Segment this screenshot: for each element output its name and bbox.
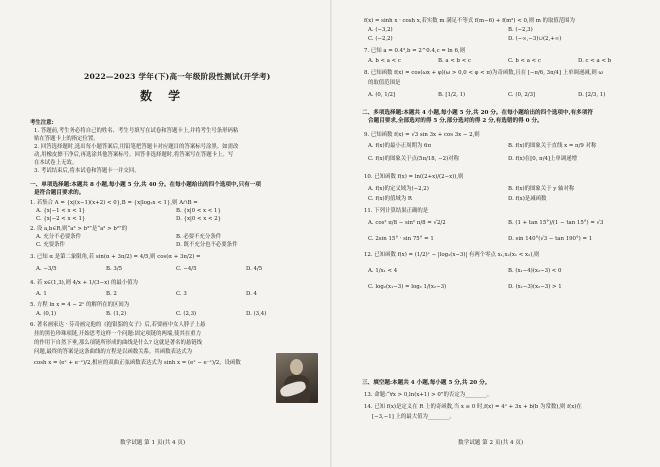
question-2-option-a: A. 充分不必要条件 xyxy=(36,234,82,240)
question-4-stem: 4. 若 x∈(1,3),则 4/x + 1/(3−x) 的最小值为 xyxy=(30,280,138,286)
question-11-stem: 11. 下列计算结果正确的是 xyxy=(364,208,429,214)
question-10-option-a: A. f(x)的定义域为(−2,2) xyxy=(368,186,429,192)
question-6-line: 的作用下自然下垂,那么项链所形成的曲线是什么? 这就是著名的悬链线 xyxy=(34,340,203,346)
question-2-stem: 2. 设 a,b∈R,则“a³ > b³”是“a² > b²”的 xyxy=(30,226,128,232)
question-8-option-a: A. (0, 1/2] xyxy=(368,92,396,98)
question-9-option-b: B. f(x)的图象关于直线 x = π/9 对称 xyxy=(508,143,597,149)
question-6-line: 挂的黑色珍珠项链,开始思考这样一个问题:固定项链的两端,使其在重力 xyxy=(34,331,201,337)
question-3-option-b: B. 3/5 xyxy=(106,266,123,272)
question-3-stem: 3. 已知 α 是第二象限角,若 sin(α + 3π/2) = 4/5,则 cos(α + 3π/2) = xyxy=(30,254,201,260)
question-6-line: cosh x = (eˣ + e⁻ˣ)/2,相应的双曲正弦函数表达式为 sinh x = (eˣ − e⁻ˣ)/2。设函数 xyxy=(34,360,241,366)
question-4-option-b: B. 2 xyxy=(106,291,117,297)
notice-heading: 考生注意: xyxy=(30,120,54,126)
question-7-option-a: A. b < a < c xyxy=(368,58,401,64)
question-4-option-d: D. 4 xyxy=(246,291,257,297)
question-4-option-c: C. 3 xyxy=(176,291,187,297)
question-6-line: 6. 著名画家达 · 芬奇画完他的《抱银貂的女子》后,若要画中女人脖子上悬 xyxy=(30,322,206,328)
lady-with-ermine-image xyxy=(276,353,318,403)
question-9-stem: 9. 已知函数 f(x) = √3 sin 3x + cos 3x − 2,则 xyxy=(364,132,480,138)
notice-line: 1. 答题前,考生务必将自己的姓名、考生号填写在试卷和答题卡上,并将考生号条形码粘 xyxy=(34,128,239,134)
question-5-option-d: D. (3,4) xyxy=(246,311,267,317)
question-14-line: [−3,−1] 上的最大值为________。 xyxy=(372,414,455,420)
question-5-option-c: C. (2,3) xyxy=(176,311,197,317)
question-12-option-b: B. (x₁−4)(x₂−3) < 0 xyxy=(508,268,562,274)
question-11-option-a: A. cos² π/8 − sin² π/8 = √2/2 xyxy=(368,220,446,226)
question-2-option-c: C. 充要条件 xyxy=(36,242,65,248)
question-10-option-b: B. f(x)的图象关于 y 轴对称 xyxy=(508,186,575,192)
question-13: 13. 命题:“∀x > 0,ln(x+1) > 0”的否定为________。 xyxy=(364,392,493,398)
question-8-stem: 8. 已知函数 f(x) = cos(ωx + φ)(ω > 0,0 < φ < π)为奇函数,且在 [−π/6, 3π/4] 上单调递减,则 ω xyxy=(364,70,603,76)
question-10-stem: 10. 已知函数 f(x) = ln((2+x)/(2−x)),则 xyxy=(364,174,464,180)
question-1-option-b: B. {x|0 < x < 1} xyxy=(176,208,221,214)
question-6-option-c: C. (−2,2) xyxy=(368,36,393,42)
notice-line: 动,用橡皮擦干净后,再选涂其他答案标号。回答非选择题时,将答案写在答题卡上。写 xyxy=(34,152,234,158)
subject-title: 数 学 xyxy=(140,89,187,103)
notice-line: 2. 回答选择题时,选出每小题答案后,用铅笔把答题卡对应题目的答案标号涂黑。如需改 xyxy=(34,144,239,150)
question-2-option-d: D. 既不充分也不必要条件 xyxy=(176,242,238,248)
page-2-footer: 数学试题 第 2 页(共 4 页) xyxy=(458,440,524,446)
question-12-option-a: A. 1/x₁ < 4 xyxy=(368,268,398,274)
question-7-option-d: D. c < a < b xyxy=(578,58,612,64)
page-1-footer: 数学试题 第 1 页(共 4 页) xyxy=(120,440,186,446)
question-8-option-d: D. [2/3, 1) xyxy=(578,92,606,98)
exam-page-2 xyxy=(332,0,660,467)
question-7-option-b: B. a < b < c xyxy=(438,58,471,64)
question-3-option-c: C. −4/5 xyxy=(176,266,197,272)
question-7-option-c: C. b < a < c xyxy=(508,58,541,64)
question-14-line: 14. 已知 f(x)是定义在 R 上的奇函数,当 x ≥ 0 时,f(x) = 4ˣ + 3x + b(b 为常数),则 f(x)在 xyxy=(364,404,582,410)
section-2-heading: 二、多项选择题:本题共 4 小题,每小题 5 分,共 20 分。在每小题给出的四个选项中,有多项符 xyxy=(362,110,593,116)
question-9-option-c: C. f(x)的图象关于点(5π/18, −2)对称 xyxy=(368,156,459,162)
section-1-heading: 一、单项选择题:本题共 8 小题,每小题 5 分,共 40 分。在每小题给出的四个选项中,只有一项 xyxy=(30,182,261,188)
question-10-option-c: C. f(x)的值域为 R xyxy=(368,196,412,202)
question-9-option-a: A. f(x)的最小正周期为 6π xyxy=(368,143,431,149)
section-1-heading-cont: 是符合题目要求的。 xyxy=(34,190,85,196)
question-6-option-d: D. (−∞,−3)∪(2,+∞) xyxy=(508,36,562,42)
section-3-heading: 三、填空题:本题共 4 小题,每小题 5 分,共 20 分。 xyxy=(362,380,491,386)
notice-line: 在本试卷上无效。 xyxy=(34,160,78,166)
question-8-option-b: B. [1/2, 1) xyxy=(438,92,466,98)
question-9-option-d: D. f(x)在[0, π/4]上单调递增 xyxy=(508,156,577,162)
question-6-stem-cont: f(x) = sinh x · cosh x,若实数 m 满足不等式 f(m−6) + f(m²) < 0,则 m 的取值范围为 xyxy=(364,18,575,24)
question-12-option-c: C. log₂(x₁−3) = log₂ 1/(x₂−3) xyxy=(368,284,447,290)
question-3-option-d: D. 4/5 xyxy=(246,266,263,272)
question-1-option-d: D. {x|0 < x < 2} xyxy=(176,216,222,222)
question-7-stem: 7. 已知 a = 0.4³,b = 2^0.4,c = ln 6,则 xyxy=(364,48,465,54)
question-6-line: 问题,最终的答案是这条曲线的方程是以函数关系。其函数表达式为 xyxy=(34,349,193,355)
question-12-option-d: D. (x₁−3)(x₂−3) > 1 xyxy=(508,284,562,290)
question-1-stem: 1. 若集合 A = {x|(x−1)(x+2) < 0},B = {x|log₂x < 1},则 A∩B = xyxy=(30,200,198,206)
question-1-option-a: A. {x|−1 < x < 1} xyxy=(36,208,86,214)
notice-line: 3. 考试结束后,将本试卷和答题卡一并交回。 xyxy=(34,168,140,174)
question-6-option-a: A. (−3,2) xyxy=(368,27,393,33)
question-8-stem-cont: 的取值范围是 xyxy=(368,80,401,86)
question-8-option-c: C. (0, 2/3] xyxy=(508,92,536,98)
exam-title: 2022—2023 学年(下)高一年级阶段性测试(开学考) xyxy=(84,72,271,81)
question-3-option-a: A. −3/5 xyxy=(36,266,57,272)
question-11-option-b: B. (1 + tan 15°)/(1 − tan 15°) = √3 xyxy=(508,220,604,226)
question-10-option-d: D. f(x)是减函数 xyxy=(508,196,547,202)
question-4-option-a: A. 1 xyxy=(36,291,47,297)
question-1-option-c: C. {x|−2 < x < 1} xyxy=(36,216,86,222)
notice-line: 贴在答题卡上的指定位置。 xyxy=(34,136,99,142)
question-11-option-c: C. 2sin 15° · sin 75° = 1 xyxy=(368,236,434,242)
question-5-option-a: A. (0,1) xyxy=(36,311,57,317)
question-6-option-b: B. (−2,3) xyxy=(508,27,533,33)
section-2-heading-cont: 合题目要求,全部选对的得 5 分,部分选对的得 2 分,有选错的得 0 分。 xyxy=(368,118,543,124)
question-2-option-b: B. 必要不充分条件 xyxy=(176,234,222,240)
question-5-option-b: B. (1,2) xyxy=(106,311,127,317)
question-11-option-d: D. sin 140°(√3 − tan 190°) = 1 xyxy=(508,236,593,242)
question-5-stem: 5. 方程 ln x = 4 − 2ˣ 的解所在的区间为 xyxy=(30,302,130,308)
question-12-stem: 12. 已知函数 f(x) = (1/2)ˣ − |log₂(x−3)| 有两个零点 x₁,x₂(x₁ < x₂),则 xyxy=(364,252,540,258)
